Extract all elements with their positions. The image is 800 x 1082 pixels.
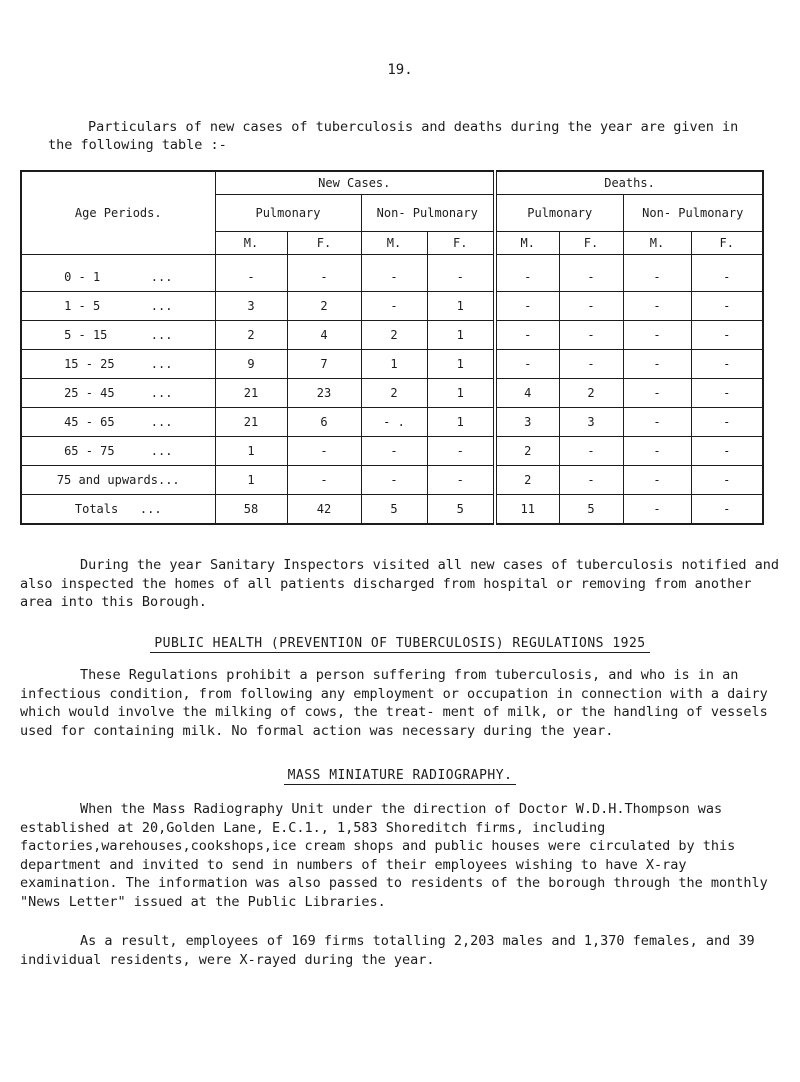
table-cell: 2 <box>215 321 287 350</box>
table-cell: 9 <box>215 350 287 379</box>
table-cell: - <box>287 466 361 495</box>
totals-label: Totals ... <box>21 495 215 525</box>
table-cell: - <box>361 292 427 321</box>
table-cell: - <box>691 495 763 525</box>
table-row <box>21 255 763 292</box>
table-row <box>21 466 763 495</box>
table-cell: - <box>623 321 691 350</box>
table-cell: 21 <box>215 379 287 408</box>
table-cell: - <box>691 292 763 321</box>
table-cell: - <box>623 255 691 292</box>
table-cell: - <box>691 321 763 350</box>
table-cell: - <box>623 408 691 437</box>
age-period-cell: 75 and upwards... <box>21 466 215 495</box>
table-cell: - <box>623 292 691 321</box>
table-cell: - <box>691 408 763 437</box>
table-cell: - <box>287 437 361 466</box>
table-row <box>21 408 763 437</box>
table-cell: - <box>623 437 691 466</box>
col-f: F. <box>427 232 495 255</box>
table-cell: 3 <box>495 408 559 437</box>
col-m: M. <box>361 232 427 255</box>
age-period-cell: 25 - 45 ... <box>21 379 215 408</box>
col-f: F. <box>691 232 763 255</box>
table-row <box>21 350 763 379</box>
age-period-cell: 45 - 65 ... <box>21 408 215 437</box>
table-cell: - <box>623 466 691 495</box>
table-cell: 1 <box>427 408 495 437</box>
table-cell: 2 <box>361 321 427 350</box>
table-cell: - <box>287 255 361 292</box>
paragraph-radiography: When the Mass Radiography Unit under the direction of Doctor W.D.H.Thompson was established at 20,Golden Lane, E.C.1., 1,583 Shoreditch firms, including factories,warehouses,cookshops,ice cream shops and public houses were circulated by this department and invited to send in numbers of their employees wishing to have X-ray examination. The information was also passed to residents of the borough through the monthly "News Letter" issued at the Public Libraries. <box>20 801 768 910</box>
table-cell: 4 <box>287 321 361 350</box>
col-f: F. <box>559 232 623 255</box>
table-cell: 11 <box>495 495 559 525</box>
tuberculosis-table <box>20 170 764 525</box>
table-cell: 1 <box>427 350 495 379</box>
table-cell: - <box>361 437 427 466</box>
table-cell: 1 <box>215 466 287 495</box>
table-cell: - <box>559 350 623 379</box>
table-cell: - <box>495 292 559 321</box>
new-pulmonary-header: Pulmonary <box>215 195 361 232</box>
table-cell: - <box>559 466 623 495</box>
deaths-pulmonary-header: Pulmonary <box>495 195 623 232</box>
table-cell: 1 <box>427 379 495 408</box>
table-cell: 1 <box>427 321 495 350</box>
table-cell: - <box>495 255 559 292</box>
table-body <box>21 255 763 495</box>
table-cell: - <box>427 466 495 495</box>
table-cell: 42 <box>287 495 361 525</box>
table-cell: 5 <box>427 495 495 525</box>
table-cell: - <box>623 350 691 379</box>
table-row <box>21 321 763 350</box>
table-cell: - <box>691 350 763 379</box>
table-cell: 23 <box>287 379 361 408</box>
table-row <box>21 437 763 466</box>
table-cell: - <box>495 321 559 350</box>
totals-row <box>21 495 763 525</box>
table-cell: - <box>495 350 559 379</box>
table-cell: - <box>559 255 623 292</box>
table-cell: - <box>691 466 763 495</box>
table-cell: - <box>559 321 623 350</box>
table-cell: - <box>427 437 495 466</box>
age-period-cell: 65 - 75 ... <box>21 437 215 466</box>
age-period-cell: 1 - 5 ... <box>21 292 215 321</box>
new-non-pulmonary-header: Non- Pulmonary <box>361 195 495 232</box>
table-row <box>21 292 763 321</box>
table-cell: - . <box>361 408 427 437</box>
paragraph-regulations: These Regulations prohibit a person suffering from tuberculosis, and who is in an infectious condition, from following any employment or occupation in connection with a dairy which would involve the milking of cows, the treat- ment of milk, or the handling of vessels used for containing milk. No formal action was necessary during the year. <box>20 667 768 739</box>
col-m: M. <box>623 232 691 255</box>
table-cell: 3 <box>559 408 623 437</box>
table-cell: - <box>691 379 763 408</box>
table-cell: 4 <box>495 379 559 408</box>
deaths-non-pulmonary-header: Non- Pulmonary <box>623 195 763 232</box>
table-cell: 5 <box>361 495 427 525</box>
age-periods-header: Age Periods. <box>21 171 215 255</box>
table-cell: 6 <box>287 408 361 437</box>
table-row <box>21 379 763 408</box>
table-cell: - <box>559 437 623 466</box>
table-cell: 2 <box>495 466 559 495</box>
table-cell: - <box>623 379 691 408</box>
table-cell: - <box>361 466 427 495</box>
page-number: 19. <box>387 62 413 78</box>
age-period-cell: 5 - 15 ... <box>21 321 215 350</box>
table-cell: - <box>691 255 763 292</box>
table-cell: - <box>691 437 763 466</box>
table-cell: 7 <box>287 350 361 379</box>
col-m: M. <box>495 232 559 255</box>
paragraph-results: As a result, employees of 169 firms totalling 2,203 males and 1,370 females, and 39 individual residents, were X-rayed during the year. <box>20 933 755 968</box>
new-cases-header: New Cases. <box>215 171 495 195</box>
table-cell: - <box>215 255 287 292</box>
table-cell: 2 <box>287 292 361 321</box>
table-cell: - <box>361 255 427 292</box>
col-f: F. <box>287 232 361 255</box>
table-cell: 1 <box>215 437 287 466</box>
deaths-header: Deaths. <box>495 171 763 195</box>
table-cell: 2 <box>361 379 427 408</box>
age-period-cell: 15 - 25 ... <box>21 350 215 379</box>
table-cell: 2 <box>559 379 623 408</box>
age-period-cell: 0 - 1 ... <box>21 255 215 292</box>
table-cell: 58 <box>215 495 287 525</box>
intro-text: Particulars of new cases of tuberculosis and deaths during the year are given in the following table :- <box>48 119 739 153</box>
table-cell: 1 <box>361 350 427 379</box>
table-cell: - <box>623 495 691 525</box>
table-cell: 3 <box>215 292 287 321</box>
table-cell: 21 <box>215 408 287 437</box>
col-m: M. <box>215 232 287 255</box>
heading-radiography: MASS MINIATURE RADIOGRAPHY. <box>0 768 800 783</box>
table-cell: 5 <box>559 495 623 525</box>
table-cell: - <box>427 255 495 292</box>
table-cell: - <box>559 292 623 321</box>
heading-regulations: PUBLIC HEALTH (PREVENTION OF TUBERCULOSIS) REGULATIONS 1925 <box>0 636 800 651</box>
table-cell: 1 <box>427 292 495 321</box>
table-cell: 2 <box>495 437 559 466</box>
paragraph-inspectors: During the year Sanitary Inspectors visited all new cases of tuberculosis notified and also inspected the homes of all patients discharged from hospital or removing from another area into this Borough. <box>20 557 779 610</box>
